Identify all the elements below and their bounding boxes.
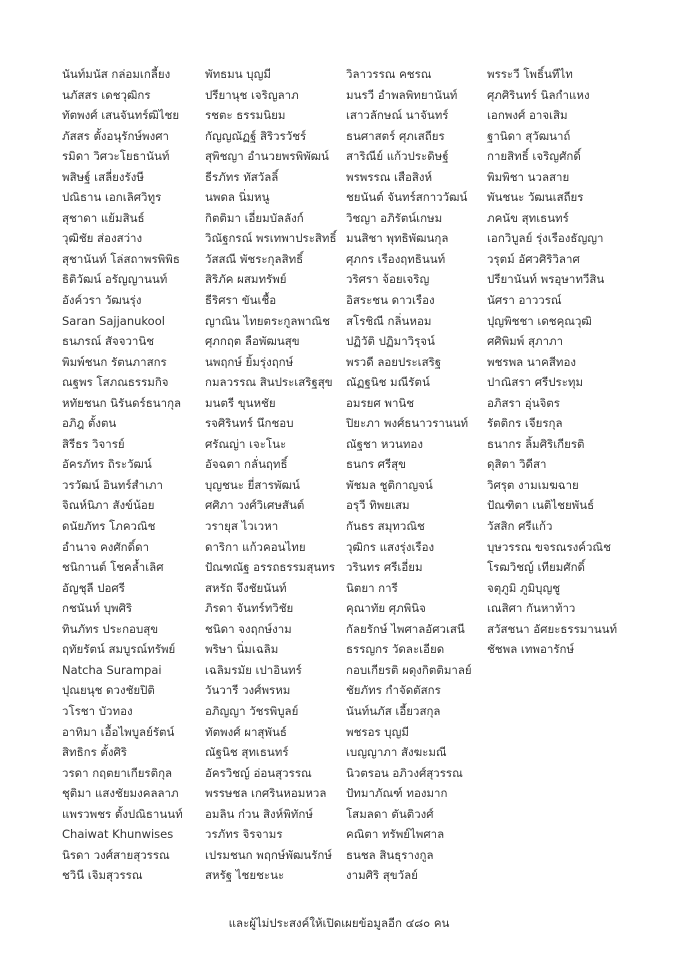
name-entry: สุพิชญา อำนวยพรพิพัฒน์	[205, 149, 329, 164]
name-entry: พชรพล นาคสีทอง	[487, 354, 576, 369]
name-entry: รัตติกร เจียรกุล	[487, 416, 563, 431]
name-entry: อัครภัทร ถิระวัฒน์	[62, 457, 152, 472]
name-entry: พัชมล ชูติกาญจน์	[346, 477, 433, 492]
name-entry: ศุภกฤต ลือพัฒนสุข	[205, 334, 300, 349]
name-column-1	[62, 64, 183, 886]
name-entry: พัทธมน บุญมี	[205, 67, 271, 81]
name-entry: วรภัทร จิรจามร	[205, 827, 283, 842]
name-entry: สุชานันท์ โล่สถาพรพิพิธ	[62, 251, 180, 266]
name-entry: สิริภัค ผสมทรัพย์	[205, 272, 287, 287]
name-entry: ธนากร ลิ้มศิริเกียรติ	[487, 436, 585, 451]
name-entry: อัญชุลี ปอศรี	[62, 580, 125, 595]
name-entry: มนสิชา พุทธิพัฒนกุล	[346, 231, 449, 246]
name-entry: พสิษฐ์ เสลี่ยงรังษี	[62, 169, 144, 184]
name-entry: สโรชิณี กลิ่นหอม	[346, 313, 432, 328]
name-entry: นันท์มนัส กล่อมเกลี้ยง	[62, 67, 171, 81]
name-entry: ปัณฑิตา เนติไชยพันธ์	[487, 498, 595, 513]
name-entry: ณัฐนิช สุทเธนทร์	[205, 745, 289, 760]
name-entry: ชัยภัทร กำจัดตัสกร	[346, 683, 441, 698]
name-entry: ชัชพล เทพอารักษ์	[487, 642, 575, 657]
name-entry: ธีริศรา ขันเชื้อ	[205, 293, 277, 308]
name-entry: ปุณยนุช ดวงชัยปิติ	[62, 683, 155, 698]
name-entry: จตุภูมิ ภูมิบุญชู	[487, 580, 561, 595]
name-entry: กมลวรรณ สินประเสริฐสุข	[205, 375, 333, 390]
name-column-3	[346, 64, 472, 886]
name-entry: อมรยศ พานิช	[346, 395, 415, 410]
name-column-4	[487, 64, 617, 660]
name-entry: วุฒิกร แสงรุ่งเรือง	[346, 539, 435, 554]
name-entry: บุญชนะ ยี่สารพัฒน์	[205, 477, 300, 492]
name-entry: วุฒิชัย ส่องสว่าง	[62, 231, 143, 246]
name-entry: เบญญาภา สังฆะมณี	[346, 745, 447, 760]
name-entry: ธนภรณ์ สัจจวานิช	[62, 334, 155, 349]
name-entry: มนรวี อำพลพิทยานันท์	[346, 87, 458, 102]
name-entry: อาทิมา เอื้อไพบูลย์รัตน์	[62, 724, 175, 739]
name-entry: ดุสิตา วิดีสา	[487, 457, 547, 472]
name-entry: วรายุส ไวเวหา	[205, 519, 279, 534]
name-entry: อภิญญา วัชรพิบูลย์	[205, 703, 299, 718]
name-entry: พิมพ์ชนก รัตนภาสกร	[62, 354, 167, 369]
name-entry: อัจฉตา กลั่นฤทธิ์	[205, 457, 288, 472]
name-entry: ธนชล สินธุรางกูล	[346, 847, 434, 862]
name-entry: เปรมชนก พฤกษ์พัฒนรักษ์	[205, 847, 332, 862]
name-entry: คุณาทัย ศุภพินิจ	[346, 601, 426, 616]
name-entry: สุชาดา แย้มสินธ์	[62, 210, 145, 225]
name-entry: ธรรญกร วัดละเอียด	[346, 642, 445, 657]
name-entry: สหรัถ จึงชัยนันท์	[205, 580, 287, 595]
name-entry: เอกวิบูลย์ รุ่งเรืองธัญญา	[487, 231, 604, 246]
name-entry: กัลยรักษ์ ไพศาลอัศวเสนี	[346, 621, 465, 636]
name-entry: ฐานิดา สุวัฒนาถ์	[487, 128, 571, 143]
name-entry: ทินภัทร ประกอบสุข	[62, 621, 159, 636]
name-entry: ปิยะภา พงศ์ธนาวรานนท์	[346, 416, 469, 431]
name-entry: พริษา นิ่มเฉลิม	[205, 642, 279, 657]
name-entry: ดนัยภัทร โภควณิช	[62, 519, 156, 534]
name-entry: ปรียานุช เจริญลาภ	[205, 87, 299, 102]
name-entry: อังค์วรา วัฒนรุ่ง	[62, 293, 142, 308]
name-entry: อภิฎ ตั้งตน	[62, 416, 117, 431]
name-entry: นิรดา วงศ์สายสุวรรณ	[62, 847, 170, 862]
name-entry: ฤทัยรัตน์ สมบูรณ์ทรัพย์	[62, 642, 176, 657]
name-entry: เณสิศา กันหาท้าว	[487, 601, 576, 616]
name-entry: ศศิพิมพ์ สุภาภา	[487, 334, 564, 349]
name-entry: วิชญา อภิรัตน์เกษม	[346, 210, 443, 225]
name-entry: พรพรรณ เสือสิงห์	[346, 169, 433, 184]
footer-note: และผู้ไม่ประสงค์ให้เปิดเผยข้อมูลอีก ๔๘๐ คน	[228, 916, 450, 930]
name-entry: ปัณฑณัฐ อรรถธรรมสุนทร	[205, 560, 335, 575]
name-entry: ปาณิสรา ศรีประทุม	[487, 375, 584, 390]
name-entry: Saran Sajjanukool	[62, 313, 165, 328]
name-entry: สวัสชนา อัศยะธรรมานนท์	[487, 621, 618, 636]
name-entry: ศุภศิรินทร์ นิลกำแหง	[487, 87, 590, 102]
name-entry: แพรวพชร ตั้งปณิธานนท์	[62, 806, 183, 821]
name-entry: ปฏิวัติ ปฏิมาวิรุจน์	[346, 334, 435, 349]
name-entry: เอกพงศ์ อาจเสิม	[487, 108, 568, 123]
name-entry: Chaiwat Khunwises	[62, 827, 174, 842]
name-entry: ภิรดา จันทร์ทวิชัย	[205, 601, 294, 616]
name-entry: วรุตม์ อัศวศิริวิลาศ	[487, 251, 580, 266]
name-entry: ทัตพงศ์ เสนจันทร์ฒิไชย	[62, 108, 180, 123]
name-entry: กชนันท์ บุพศิริ	[62, 601, 133, 616]
name-entry: ธีรภัทร ทัสวัลลิ์	[205, 169, 279, 184]
name-entry: วัสสิก ศรีแก้ว	[487, 519, 553, 534]
name-entry: บุษวรรณ ขจรณรงค์วณิช	[487, 539, 611, 554]
name-entry: นภัสสร เดชวุฒิกร	[62, 87, 151, 102]
name-entry: อมลิน ก๋วน สิงห์พิทักษ์	[205, 806, 313, 821]
name-entry: พชรอร บุญมี	[346, 724, 409, 739]
name-entry: กอบเกียรติ ผดุงกิตติมาลย์	[346, 662, 472, 677]
name-entry: หทัยชนก นิรันดร์ธนากุล	[62, 395, 182, 410]
name-entry: ศศิภา วงศ์วิเศษสันต์	[205, 498, 305, 513]
name-entry: วิลาวรรณ คชรณ	[346, 67, 432, 81]
name-entry: วรวัฒน์ อินทร์สำเภา	[62, 477, 163, 492]
name-entry: วิณัฐกรณ์ พรเทพาประสิทธิ์	[205, 231, 337, 246]
name-entry: ณัฐชา หวนทอง	[346, 436, 423, 451]
name-entry: กัญญณัฏฐ์ สิริวรวัชร์	[205, 128, 307, 143]
name-entry: ศรัณญ่า เจะโนะ	[205, 436, 287, 451]
name-entry: ดาริกา แก้วคอนไทย	[205, 539, 306, 554]
name-entry: วริศรา จ้อยเจริญ	[346, 272, 430, 287]
name-entry: คณิตา ทรัพย์ไพศาล	[346, 827, 445, 842]
name-entry: นันท์นภัส เอี้ยวสกุล	[346, 703, 441, 718]
name-entry: โสมลดา ตันติวงศ์	[346, 806, 434, 821]
name-entry: ธนกร ศรีสุข	[346, 457, 407, 472]
name-column-2	[205, 64, 337, 886]
name-entry: สาริณีย์ แก้วประดิษฐ์	[346, 149, 449, 164]
name-entry: วรินทร ศรีเอี่ยม	[346, 560, 423, 575]
name-entry: รจศิรินทร์ นึกชอบ	[205, 416, 294, 431]
name-entry: วิศรุต งามเมฆฉาย	[487, 477, 579, 492]
name-entry: Natcha Surampai	[62, 662, 162, 677]
name-entry: ศุภกร เรืองฤทธินนท์	[346, 251, 446, 266]
name-entry: กิตติมา เอี่ยมบัลลังก์	[205, 210, 304, 225]
name-entry: ชยนันต์ จันทร์สกาววัฒน์	[346, 190, 468, 205]
name-entry: พรรษชล เกศรินหอมหวล	[205, 786, 327, 801]
name-entry: รมิดา วิศวะโยธานันท์	[62, 149, 170, 164]
name-entry: ปรียานันท์ พรอุษาทวีสิน	[487, 272, 605, 287]
name-entry: ปัทมาภัณฑ์ ทองมาก	[346, 786, 448, 801]
name-entry: เฉลิมรมัย เปาอินทร์	[205, 662, 302, 677]
name-entry: วรดา กฤตยาเกียรติกุล	[62, 765, 173, 780]
name-entry: วันวารี วงศ์พรหม	[205, 683, 291, 698]
name-entry: ณฐพร โสภณธรรมกิจ	[62, 375, 169, 390]
name-entry: พิมพิชา นวลสาย	[487, 169, 570, 184]
name-entry: รชตะ ธรรมนิยม	[205, 108, 286, 123]
name-entry: นพฤกษ์ ยิ้มรุ่งฤกษ์	[205, 354, 294, 369]
name-entry: พรระวี โพธิ์นทีไท	[487, 67, 573, 81]
name-entry: อำนาจ คงศักดิ์ดา	[62, 539, 150, 554]
name-entry: ณัฏฐนิช มณีรัตน์	[346, 375, 430, 390]
name-entry: กายสิทธิ์ เจริญศักดิ์	[487, 149, 581, 164]
name-entry: ธนศาสตร์ ศุภเสถียร	[346, 128, 445, 143]
name-entry: วัสสณี พัชระกุลสิทธิ์	[205, 251, 304, 266]
name-entry: อิสระชน ดาวเรือง	[346, 293, 435, 308]
name-entry: อัครวิชญ์ อ่อนสุวรรณ	[205, 765, 312, 780]
name-entry: จิณห์นิภา สังข์น้อย	[62, 498, 155, 513]
name-entry: ชนิกานต์ โชคล้ำเลิศ	[62, 560, 164, 575]
name-entry: พันชนะ วัฒนเสถียร	[487, 190, 584, 205]
name-entry: วโรชา บัวทอง	[62, 703, 133, 718]
name-entry: ภคนัข สุทเธนทร์	[487, 210, 569, 225]
name-entry: ปณิธาน เอกเลิศวิทูร	[62, 190, 162, 205]
name-entry: ญาณิน ไทยตระกูลพาณิช	[205, 313, 330, 328]
name-entry: งามศิริ สุขวัลย์	[346, 868, 418, 883]
name-entry: สิทธิกร ตั้งศิริ	[62, 745, 127, 760]
name-entry: โรฒวิชญ์ เทียมศักดิ์	[487, 560, 586, 575]
name-entry: นิตยา การี	[346, 580, 398, 595]
name-entry: มนตรี ขุนหชัย	[205, 395, 276, 410]
name-entry: ธิติวัฒน์ อรัญญานนท์	[62, 272, 168, 287]
name-entry: ภัสสร ตั้งอนุรักษ์พงศา	[62, 128, 169, 143]
name-entry: อภิสรา อุ่นจิตร	[487, 395, 560, 410]
name-entry: ชวินี เจิมสุวรรณ	[62, 868, 143, 883]
name-entry: สหรัฐ ไชยชะนะ	[205, 868, 285, 883]
name-entry: ชนิดา จงฤกษ์งาม	[205, 621, 292, 636]
name-entry: นัศรา อาววรณ์	[487, 293, 562, 308]
name-entry: อรุวี ทิพยเสม	[346, 498, 410, 513]
name-entry: นิวตรอน อภิวงศ์สุวรรณ	[346, 765, 463, 780]
name-entry: ปุญพิชชา เดชคุณวุฒิ	[487, 313, 592, 328]
name-entry: พรวดี ลอยประเสริฐ	[346, 354, 442, 369]
name-entry: ทัตพงศ์ ผาสุพันธ์	[205, 724, 287, 739]
name-entry: นพดล นิ่มหนู	[205, 190, 270, 205]
name-entry: ชุติมา แสงชัยมงคลลาภ	[62, 786, 179, 801]
name-entry: สิรีธร วิจารย์	[62, 436, 125, 451]
name-entry: กันธร สมุทวณิช	[346, 519, 425, 534]
name-entry: เสาวลักษณ์ นาจันทร์	[346, 108, 449, 123]
